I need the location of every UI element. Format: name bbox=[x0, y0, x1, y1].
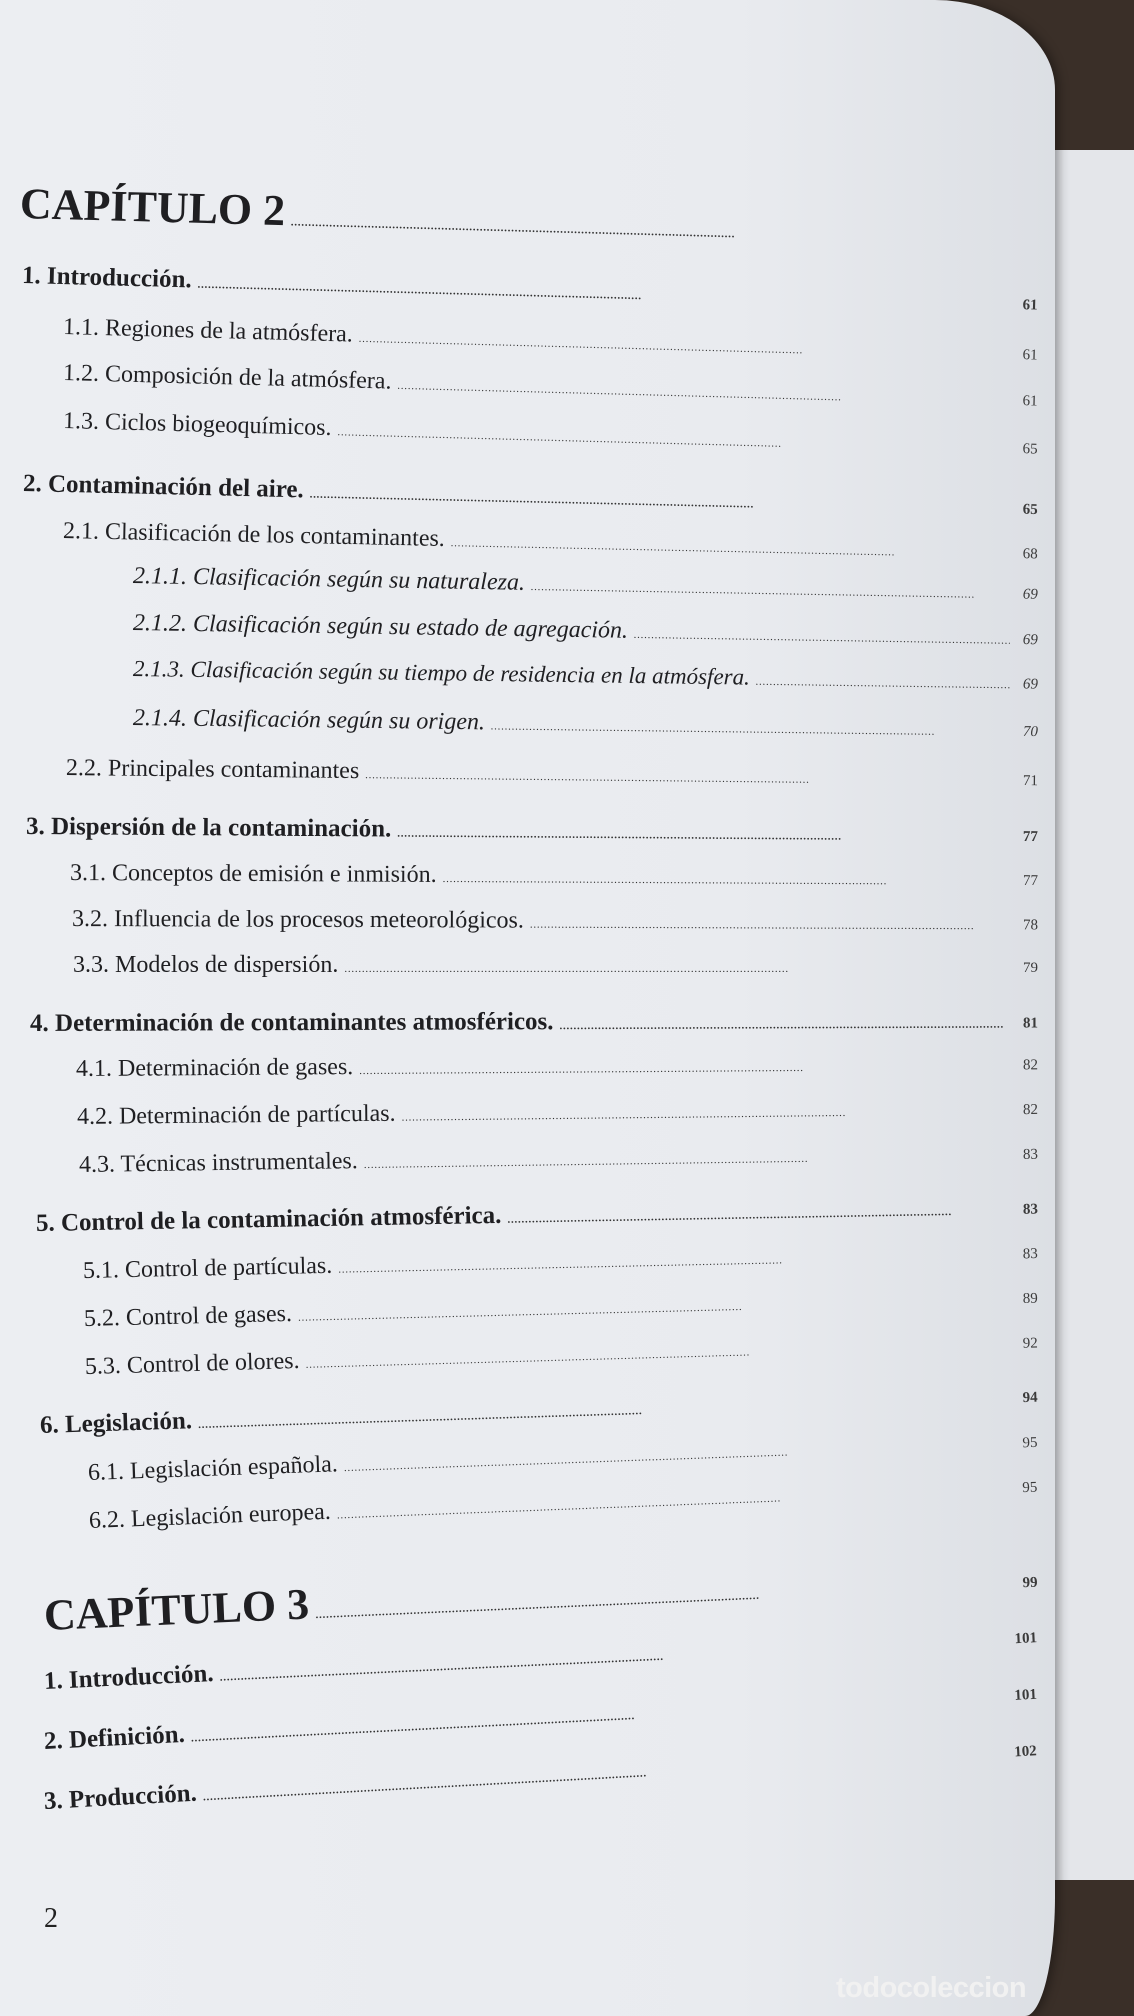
toc-entry bbox=[84, 1283, 1038, 1333]
toc-entry bbox=[23, 470, 1038, 521]
chapter-heading bbox=[43, 1547, 1038, 1641]
entry-title: 3.3. Modelos de dispersión. bbox=[73, 952, 339, 978]
entry-title: 5.1. Control de partículas. bbox=[82, 1252, 333, 1284]
entry-title: 4.3. Técnicas instrumentales. bbox=[78, 1148, 358, 1178]
dot-leader bbox=[531, 570, 1010, 605]
dot-leader bbox=[530, 908, 1010, 937]
page-number: 83 bbox=[1022, 1201, 1039, 1218]
toc-entry bbox=[63, 314, 1038, 367]
page-number: 77 bbox=[1022, 872, 1039, 890]
toc-entry bbox=[22, 262, 1038, 317]
toc-entry bbox=[76, 1049, 1038, 1083]
entry-title: 6.2. Legislación europea. bbox=[88, 1498, 332, 1534]
page-number: 70 bbox=[1022, 723, 1038, 741]
page-number: 82 bbox=[1022, 1057, 1039, 1074]
toc-entry bbox=[26, 813, 1038, 848]
entry-title: 1.1. Regiones de la atmósfera. bbox=[62, 314, 354, 348]
dot-leader bbox=[197, 267, 1010, 316]
dot-leader bbox=[337, 415, 1010, 460]
dot-leader bbox=[451, 526, 1011, 565]
dot-leader bbox=[219, 1623, 1009, 1688]
chapter-title: CAPÍTULO 3 bbox=[42, 1579, 311, 1640]
dot-leader bbox=[491, 709, 1010, 742]
dot-leader bbox=[338, 1239, 1010, 1280]
entry-title: 2.1.3. Clasificación según su tiempo de residencia en la atmósfera. bbox=[132, 656, 751, 690]
page-number: 99 bbox=[1022, 1574, 1038, 1592]
chapter-heading bbox=[19, 178, 1020, 256]
dot-leader bbox=[305, 1328, 1010, 1375]
page-number: 83 bbox=[1022, 1246, 1039, 1263]
dot-leader bbox=[443, 862, 1010, 892]
page-number: 82 bbox=[1022, 1101, 1039, 1119]
toc-entry bbox=[63, 408, 1038, 461]
entry-title: 4.2. Determinación de partículas. bbox=[76, 1100, 396, 1130]
page-number: 79 bbox=[1023, 960, 1038, 976]
toc-entry bbox=[70, 860, 1038, 892]
dot-leader bbox=[358, 322, 1010, 366]
toc-entry bbox=[30, 1006, 1038, 1038]
dot-leader bbox=[397, 369, 1010, 412]
page-number: 101 bbox=[1014, 1630, 1038, 1648]
watermark-logo: todocoleccion bbox=[836, 1972, 1027, 2004]
entry-title: 5.2. Control de gases. bbox=[83, 1300, 293, 1332]
entry-title: 1.3. Ciclos biogeoquímicos. bbox=[62, 408, 332, 442]
page-number: 65 bbox=[1022, 441, 1038, 458]
entry-title: 3. Dispersión de la contaminación. bbox=[25, 813, 392, 843]
toc-entry bbox=[73, 952, 1038, 979]
toc-entry bbox=[63, 360, 1038, 413]
page-number: 101 bbox=[1014, 1686, 1038, 1704]
entry-title: 2. Definición. bbox=[43, 1720, 186, 1755]
page-number: 69 bbox=[1022, 676, 1038, 693]
dot-leader bbox=[309, 477, 1010, 521]
entry-title: 6. Legislación. bbox=[39, 1407, 193, 1439]
page-number: 69 bbox=[1022, 586, 1038, 603]
dot-leader bbox=[397, 816, 1010, 848]
dot-leader bbox=[344, 952, 1010, 979]
entry-title: 3.1. Conceptos de emisión e inmisión. bbox=[69, 860, 437, 888]
toc-entry bbox=[77, 1094, 1038, 1131]
page-number: 68 bbox=[1022, 546, 1038, 563]
dot-leader bbox=[314, 1548, 1010, 1629]
entry-title: 2.1.4. Clasificación según su origen. bbox=[132, 705, 486, 736]
toc-entry bbox=[79, 1139, 1038, 1179]
entry-title: 4.1. Determinación de gases. bbox=[75, 1054, 354, 1082]
toc-entry bbox=[133, 563, 1038, 606]
dot-leader bbox=[756, 665, 1010, 696]
dot-leader bbox=[401, 1094, 1010, 1127]
entry-title: 1. Introducción. bbox=[43, 1660, 215, 1695]
page-number: 89 bbox=[1022, 1290, 1038, 1308]
toc-entry bbox=[72, 906, 1038, 936]
dot-leader bbox=[559, 1007, 1010, 1037]
toc-entry bbox=[63, 518, 1038, 565]
entry-title: 1. Introducción. bbox=[21, 262, 193, 294]
dot-leader bbox=[507, 1193, 1010, 1230]
dot-leader bbox=[190, 1679, 1009, 1748]
page-number: 61 bbox=[1022, 393, 1038, 410]
dot-leader bbox=[298, 1283, 1010, 1327]
dot-leader bbox=[343, 1428, 1010, 1478]
page-number: 81 bbox=[1022, 1015, 1039, 1032]
page-number: 83 bbox=[1022, 1146, 1039, 1163]
dot-leader bbox=[336, 1473, 1010, 1526]
toc-entry bbox=[133, 656, 1038, 696]
entry-title: 3. Producción. bbox=[43, 1779, 198, 1815]
page-number: 95 bbox=[1022, 1434, 1038, 1452]
page-number: 77 bbox=[1022, 828, 1039, 846]
entry-title: 4. Determinación de contaminantes atmosféricos. bbox=[29, 1008, 554, 1037]
page-number: 94 bbox=[1022, 1389, 1038, 1407]
dot-leader bbox=[634, 618, 1010, 651]
entry-title: 1.2. Composición de la atmósfera. bbox=[62, 360, 392, 395]
chapter-title: CAPÍTULO 2 bbox=[19, 179, 286, 236]
page-number: 69 bbox=[1022, 631, 1038, 649]
entry-title: 5. Control de la contaminación atmosférica. bbox=[35, 1201, 502, 1237]
dot-leader bbox=[290, 185, 1014, 256]
page-number: 65 bbox=[1022, 501, 1038, 519]
toc-entry bbox=[133, 610, 1038, 651]
entry-title: 2.1. Clasificación de los contaminantes. bbox=[62, 518, 446, 552]
page-number: 102 bbox=[1013, 1743, 1038, 1761]
toc-entry bbox=[66, 755, 1038, 792]
entry-title: 3.2. Influencia de los procesos meteorológicos. bbox=[71, 906, 524, 934]
dot-leader bbox=[365, 758, 1010, 792]
entry-title: 2.1.2. Clasificación según su estado de agregación. bbox=[132, 610, 629, 644]
page-number: 92 bbox=[1022, 1335, 1038, 1352]
entry-title: 2. Contaminación del aire. bbox=[22, 470, 305, 504]
page-folio: 2 bbox=[44, 1903, 58, 1934]
page-number: 71 bbox=[1022, 773, 1039, 790]
page-number: 95 bbox=[1022, 1479, 1038, 1497]
entry-title: 2.2. Principales contaminantes bbox=[65, 755, 360, 785]
entry-title: 6.1. Legislación española. bbox=[87, 1451, 339, 1486]
dot-leader bbox=[198, 1382, 1010, 1435]
toc-entry bbox=[85, 1327, 1038, 1381]
toc-entry bbox=[36, 1193, 1038, 1238]
dot-leader bbox=[359, 1049, 1010, 1081]
page-number: 61 bbox=[1022, 297, 1038, 314]
page-number: 61 bbox=[1022, 347, 1038, 364]
toc-entry bbox=[133, 705, 1038, 743]
entry-title: 2.1.1. Clasificación según su naturaleza. bbox=[132, 563, 526, 596]
dot-leader bbox=[364, 1139, 1011, 1175]
dot-leader bbox=[202, 1736, 1009, 1808]
page-number: 78 bbox=[1022, 917, 1039, 934]
entry-title: 5.3. Control de olores. bbox=[84, 1348, 300, 1380]
toc-entry bbox=[83, 1238, 1038, 1285]
